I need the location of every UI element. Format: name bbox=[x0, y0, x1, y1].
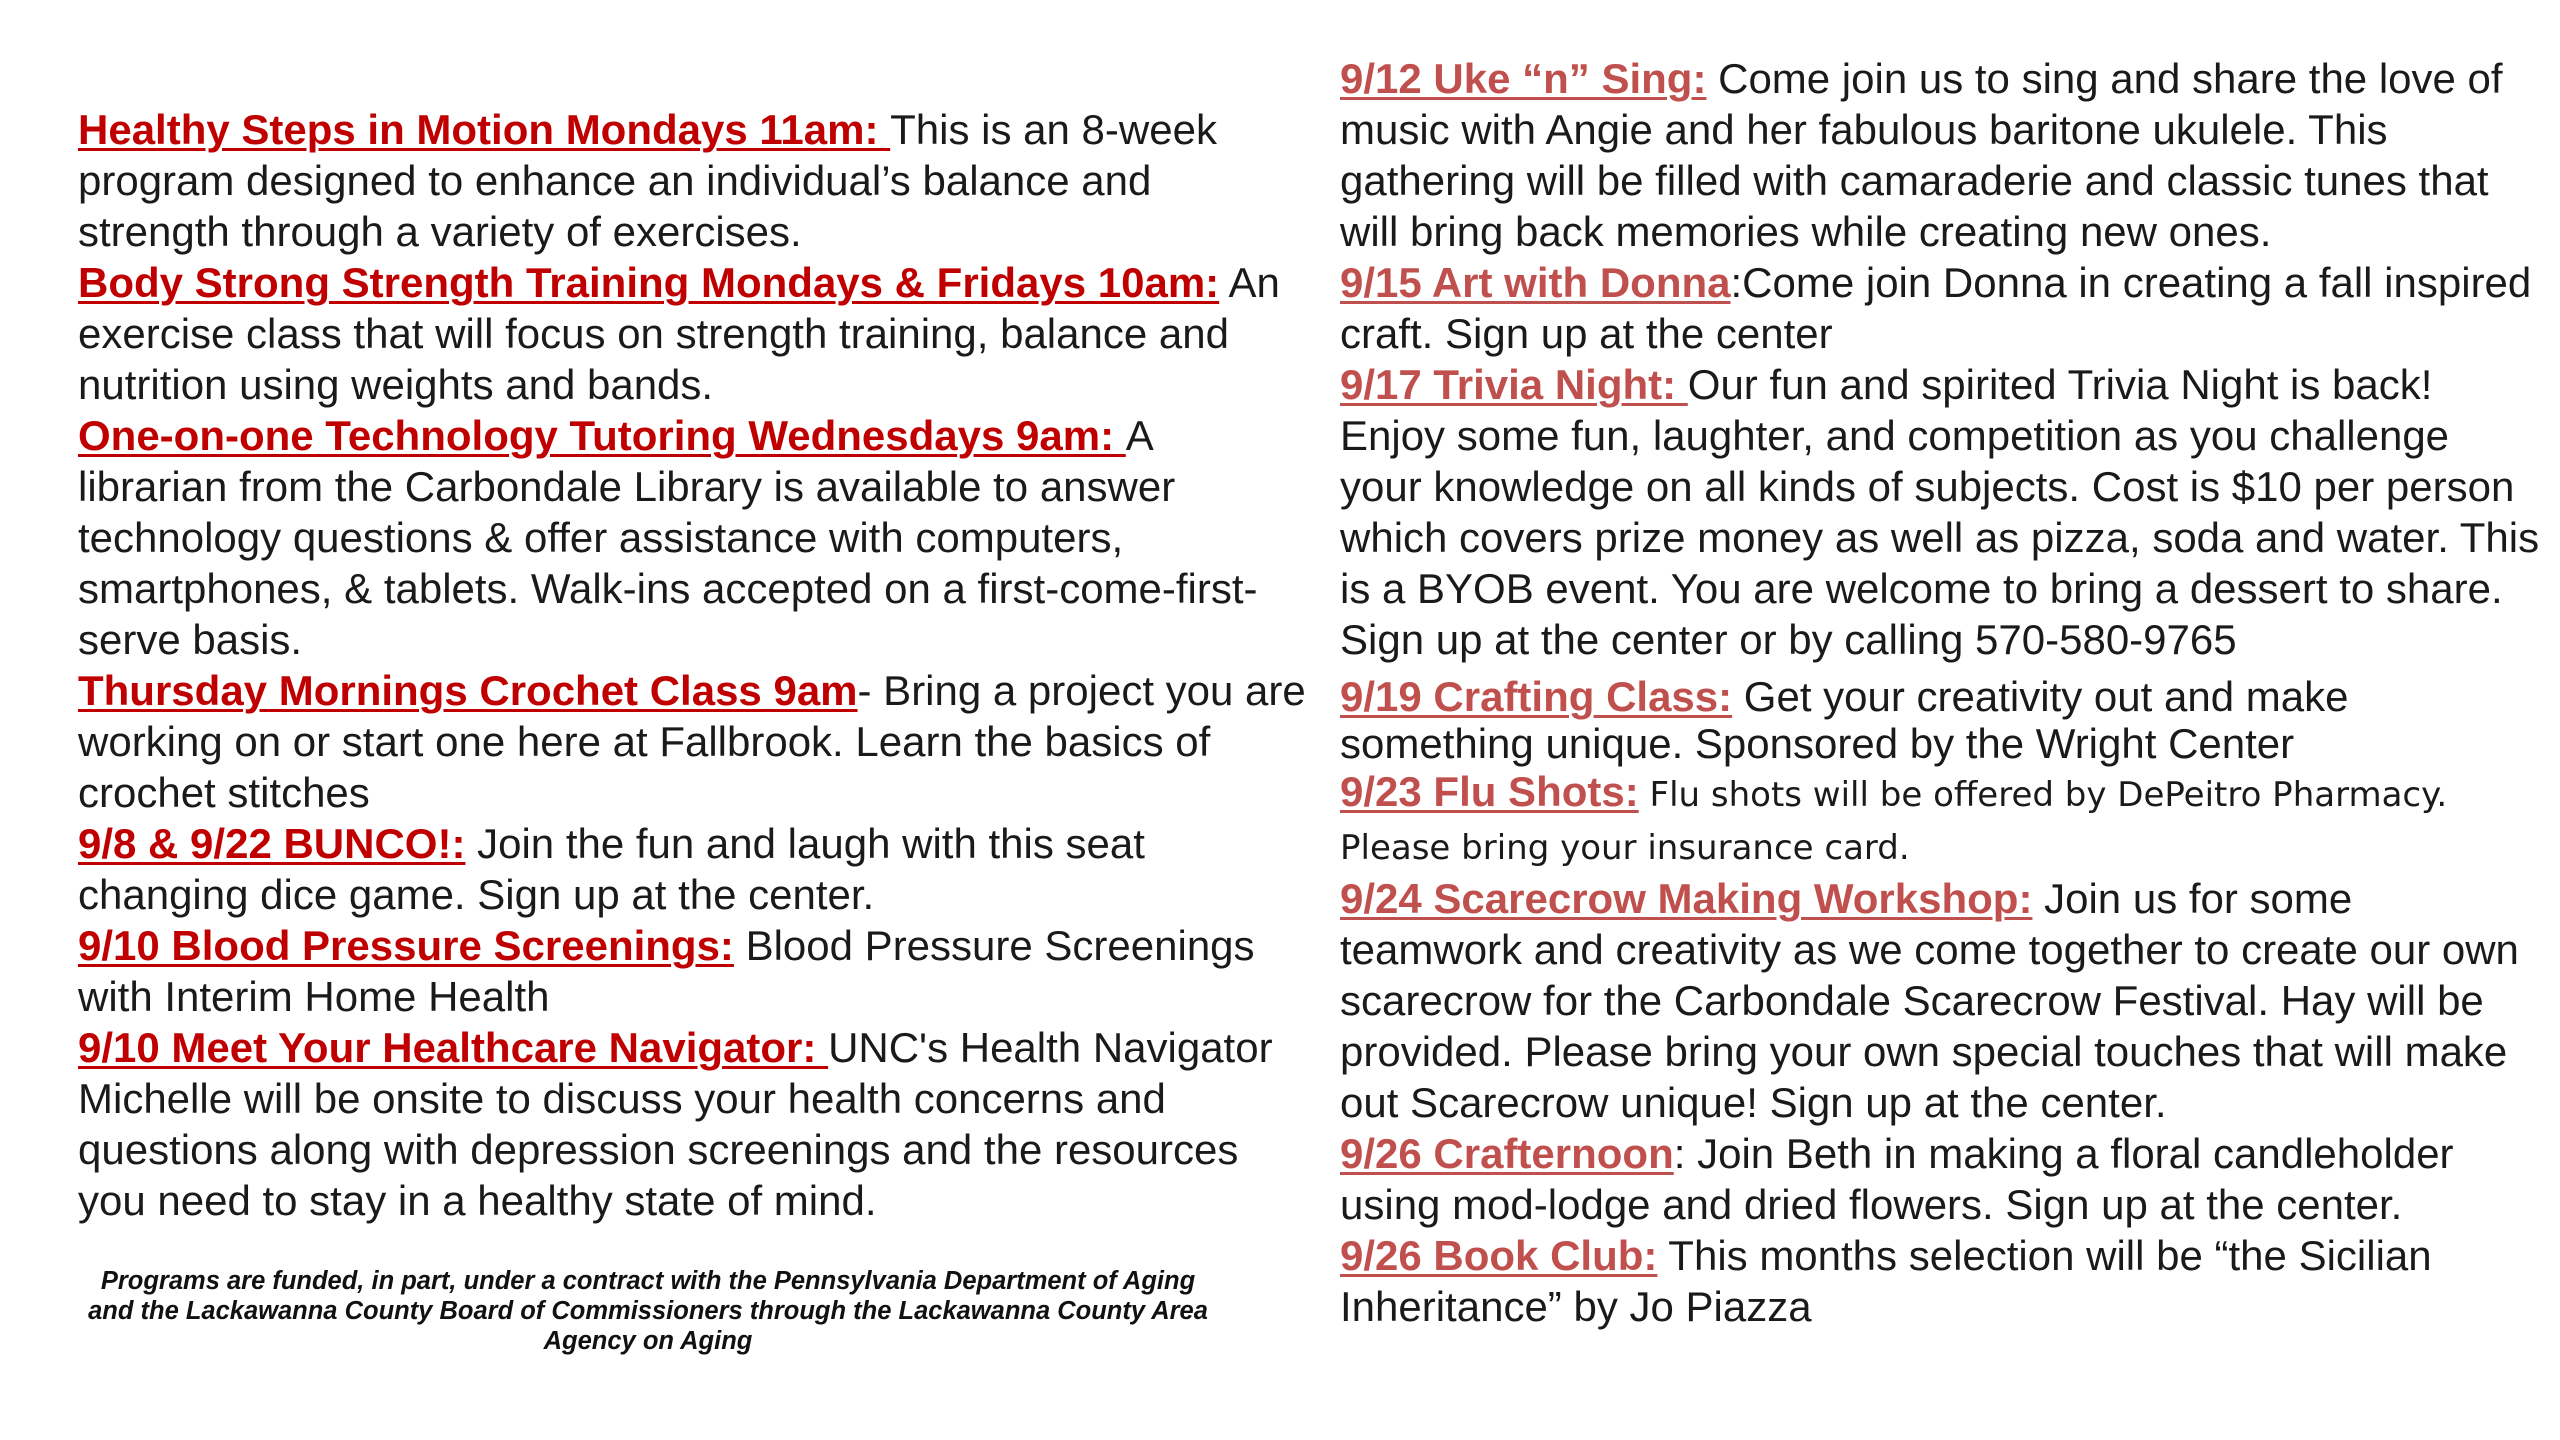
event-description: : Join Beth in making a floral candleholder using mod-lodge and dried flowers. Sign up at the center. bbox=[1340, 1130, 2454, 1228]
program-title: Body Strong Strength Training Mondays & Fridays 10am: bbox=[78, 259, 1220, 306]
program-description: Join the fun and laugh with this seat changing dice game. Sign up at the center. bbox=[78, 820, 1145, 918]
event-description: :Come join Donna in creating a fall inspired craft. Sign up at the center bbox=[1340, 259, 2532, 357]
program-description: - Bring a project you are working on or start one here at Fallbrook. Learn the basics of crochet stitches bbox=[78, 667, 1306, 816]
right-column bbox=[1340, 53, 2540, 1332]
program-description: This is an 8-week program designed to enhance an individual’s balance and strength through a variety of exercises. bbox=[78, 106, 1217, 255]
program-description: Blood Pressure Screenings with Interim Home Health bbox=[78, 922, 1255, 1020]
funding-note: Programs are funded, in part, under a contract with the Pennsylvania Department of Aging and the Lackawanna County Board of Commissioners through the Lackawanna County Area Agency on Aging bbox=[88, 1267, 1208, 1355]
event-description: Flu shots will be offered by DePeitro Pharmacy. Please bring your insurance card. bbox=[1340, 775, 2448, 868]
event-title: 9/15 Art with Donna bbox=[1340, 259, 1731, 306]
event-title: 9/12 Uke “n” Sing: bbox=[1340, 55, 1707, 102]
event-description: Come join us to sing and share the love of music with Angie and her fabulous baritone ukulele. This gathering will be filled with camaraderie and classic tunes that will bring back memories while creating new ones. bbox=[1340, 55, 2503, 255]
event-entry-flu-shots bbox=[1340, 767, 2540, 873]
program-entry-crochet-class bbox=[78, 665, 1308, 818]
program-entry-blood-pressure bbox=[78, 920, 1308, 1022]
program-title: One-on-one Technology Tutoring Wednesdays 9am: bbox=[78, 412, 1126, 459]
program-title: Healthy Steps in Motion Mondays 11am: bbox=[78, 106, 891, 153]
event-title: 9/26 Crafternoon bbox=[1340, 1130, 1674, 1177]
event-entry-crafternoon bbox=[1340, 1128, 2540, 1230]
event-description: This months selection will be “the Sicilian Inheritance” by Jo Piazza bbox=[1340, 1232, 2432, 1330]
event-entry-uke-n-sing bbox=[1340, 53, 2540, 257]
program-description: A librarian from the Carbondale Library is available to answer technology questions & offer assistance with computers, smartphones, & tablets. Walk-ins accepted on a first-come-first-serve basis. bbox=[78, 412, 1258, 663]
program-title: Thursday Mornings Crochet Class 9am bbox=[78, 667, 858, 714]
event-title: 9/19 Crafting Class: bbox=[1340, 673, 1733, 720]
event-entry-trivia-night bbox=[1340, 359, 2540, 665]
program-title: 9/8 & 9/22 BUNCO!: bbox=[78, 820, 466, 867]
program-entry-body-strong bbox=[78, 257, 1308, 410]
event-description: Get your creativity out and make something unique. Sponsored by the Wright Center bbox=[1340, 673, 2349, 767]
event-title: 9/24 Scarecrow Making Workshop: bbox=[1340, 875, 2033, 922]
event-title: 9/26 Book Club: bbox=[1340, 1232, 1658, 1279]
event-description: Our fun and spirited Trivia Night is back! Enjoy some fun, laughter, and competition as you challenge your knowledge on all kinds of subjects. Cost is $10 per person which covers prize money as well as pizza, soda and water. This is a BYOB event. You are welcome to bring a dessert to share. Sign up at the center or by calling 570-580-9765 bbox=[1340, 361, 2540, 663]
program-entry-bunco bbox=[78, 818, 1308, 920]
event-title: 9/23 Flu Shots: bbox=[1340, 768, 1639, 815]
program-entry-healthcare-navigator bbox=[78, 1022, 1308, 1226]
event-entry-crafting-class bbox=[1340, 673, 2540, 767]
left-column bbox=[78, 104, 1308, 1226]
event-entry-art-with-donna bbox=[1340, 257, 2540, 359]
event-title: 9/17 Trivia Night: bbox=[1340, 361, 1688, 408]
event-entry-book-club bbox=[1340, 1230, 2540, 1332]
program-title: 9/10 Meet Your Healthcare Navigator: bbox=[78, 1024, 829, 1071]
program-description: An exercise class that will focus on strength training, balance and nutrition using weights and bands. bbox=[78, 259, 1280, 408]
program-description: UNC's Health Navigator Michelle will be onsite to discuss your health concerns and questions along with depression screenings and the resources you need to stay in a healthy state of mind. bbox=[78, 1024, 1273, 1224]
event-description: Join us for some teamwork and creativity as we come together to create our own scarecrow for the Carbondale Scarecrow Festival. Hay will be provided. Please bring your own special touches that will make out Scarecrow unique! Sign up at the center. bbox=[1340, 875, 2519, 1126]
program-title: 9/10 Blood Pressure Screenings: bbox=[78, 922, 734, 969]
event-entry-scarecrow-workshop bbox=[1340, 873, 2540, 1128]
program-entry-healthy-steps bbox=[78, 104, 1308, 257]
program-entry-technology-tutoring bbox=[78, 410, 1308, 665]
